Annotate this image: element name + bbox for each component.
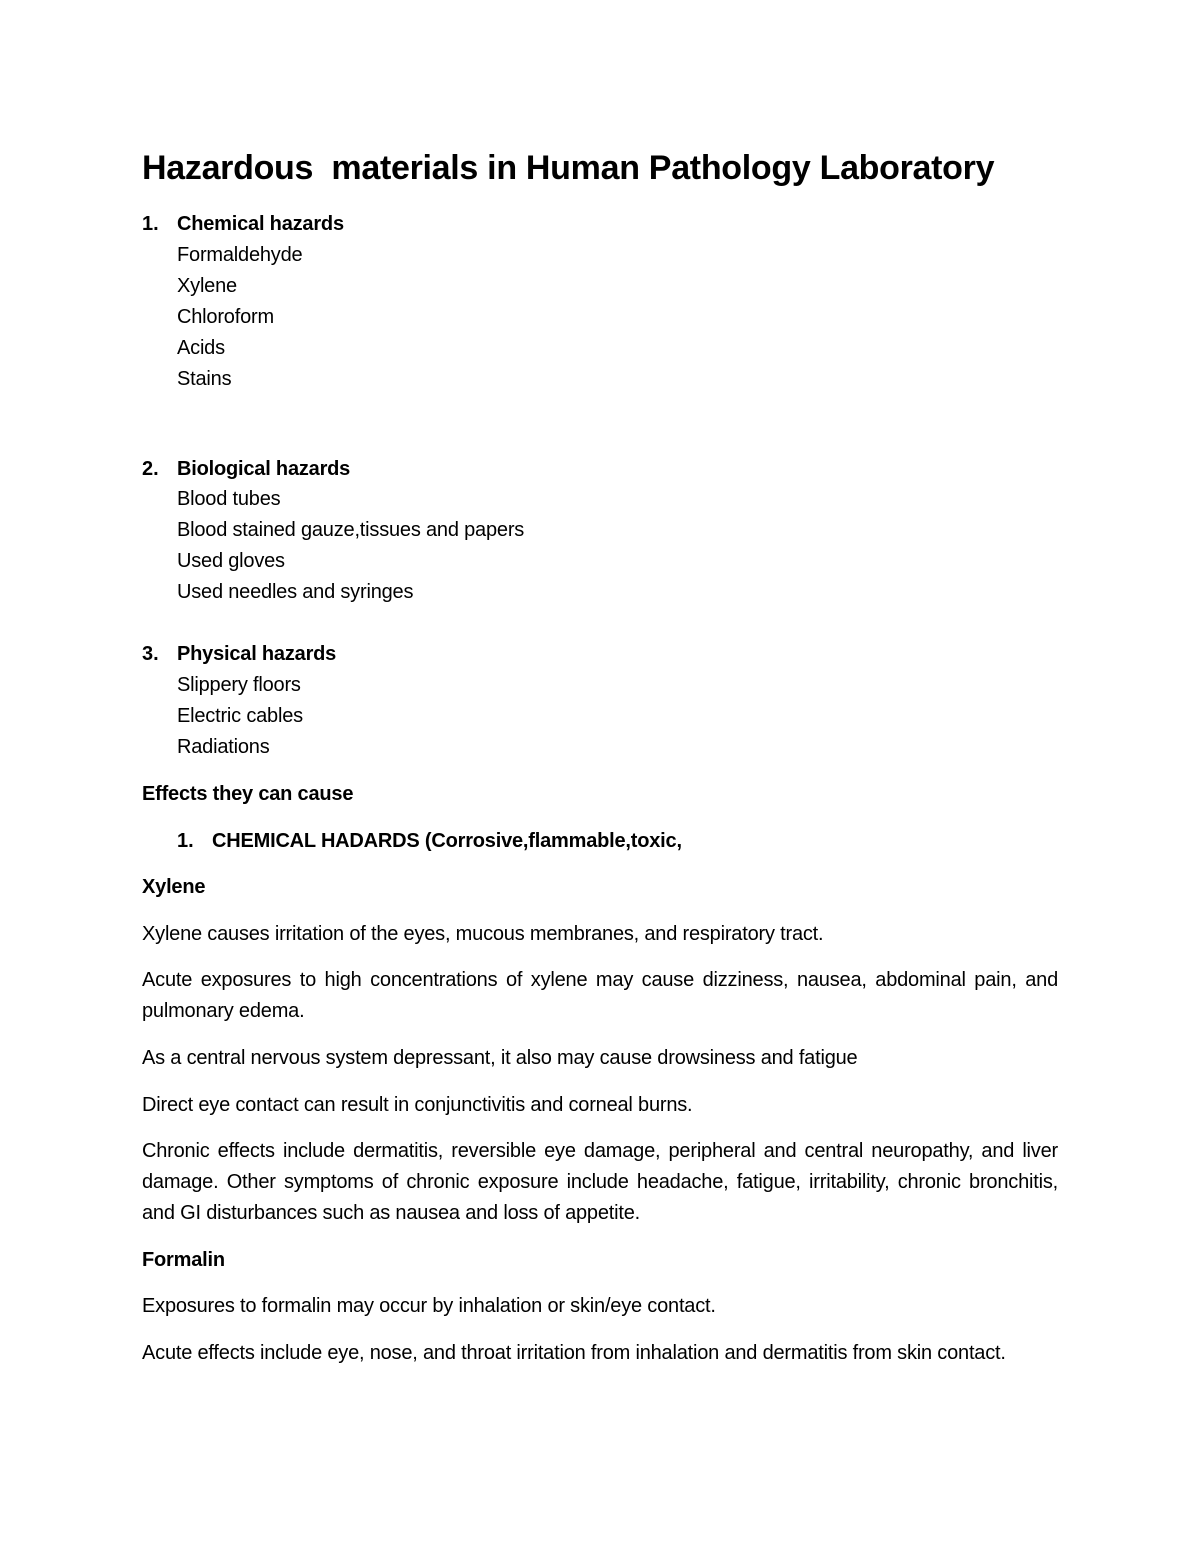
list-item: Used needles and syringes — [177, 581, 414, 603]
paragraph: Chronic effects include dermatitis, reversible eye damage, peripheral and central neuropathy, and liver damage. Other symptoms of chronic exposure include headache, fatigue, irritability, chronic bronchitis, and GI disturbances such as nausea and loss of appetite. — [142, 1140, 1058, 1224]
list-item: Blood stained gauze,tissues and papers — [177, 519, 525, 541]
list-item: Stains — [177, 368, 232, 390]
list-item: Chloroform — [177, 306, 274, 328]
xylene-heading: Xylene — [142, 876, 206, 898]
paragraph: As a central nervous system depressant, it also may cause drowsiness and fatigue — [142, 1047, 858, 1069]
effects-sub-number: 1. — [177, 830, 194, 852]
list-item: Slippery floors — [177, 674, 301, 696]
section-number: 3. — [142, 643, 159, 665]
list-item: Electric cables — [177, 705, 303, 727]
effects-heading: Effects they can cause — [142, 783, 354, 805]
page-title: Hazardous materials in Human Pathology Laboratory — [142, 149, 995, 187]
section-heading-physical: Physical hazards — [177, 643, 337, 665]
paragraph: Exposures to formalin may occur by inhalation or skin/eye contact. — [142, 1295, 716, 1317]
list-item: Xylene — [177, 275, 237, 297]
section-number: 1. — [142, 213, 159, 235]
list-item: Blood tubes — [177, 488, 281, 510]
formalin-heading: Formalin — [142, 1249, 225, 1271]
section-heading-chemical: Chemical hazards — [177, 213, 344, 235]
section-number: 2. — [142, 458, 159, 480]
list-item: Formaldehyde — [177, 244, 303, 266]
section-heading-biological: Biological hazards — [177, 458, 351, 480]
effects-sub-heading: CHEMICAL HADARDS (Corrosive,flammable,toxic, — [212, 830, 682, 852]
list-item: Radiations — [177, 736, 270, 758]
list-item: Used gloves — [177, 550, 285, 572]
paragraph: Xylene causes irritation of the eyes, mucous membranes, and respiratory tract. — [142, 923, 824, 945]
paragraph: Acute exposures to high concentrations of xylene may cause dizziness, nausea, abdominal pain, and pulmonary edema. — [142, 969, 1058, 1022]
paragraph: Acute effects include eye, nose, and throat irritation from inhalation and dermatitis from skin contact. — [142, 1342, 1006, 1364]
paragraph: Direct eye contact can result in conjunctivitis and corneal burns. — [142, 1094, 693, 1116]
list-item: Acids — [177, 337, 225, 359]
